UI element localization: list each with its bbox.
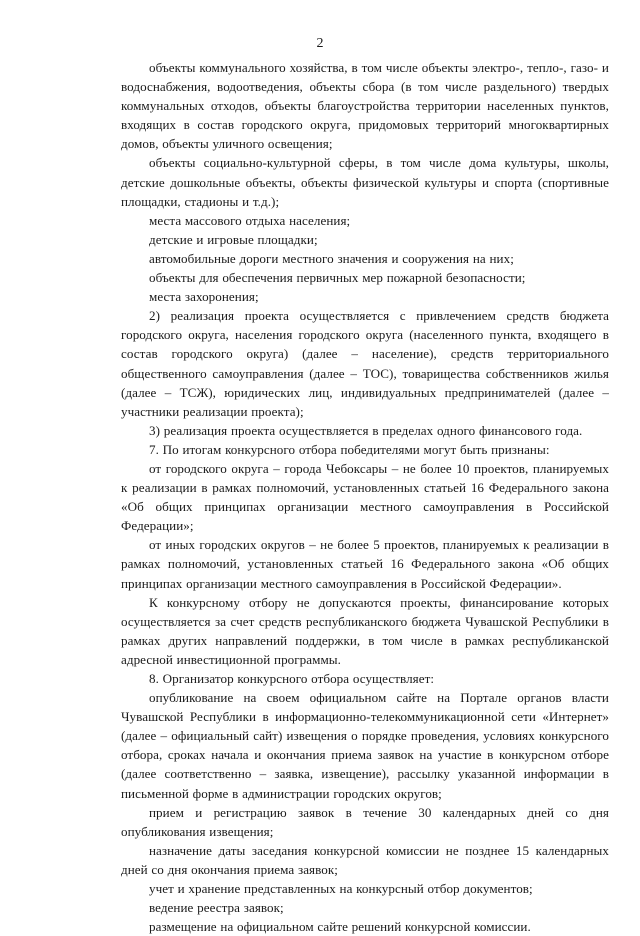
paragraph-playgrounds: детские и игровые площадки; [149,231,318,247]
paragraph-recreation-places: места массового отдыха населения; [149,212,351,228]
paragraph-burial-places: места захоронения; [149,289,259,305]
paragraph-exclusions: К конкурсному отбору не допускаются проекты, финансирование которых осуществляется за счет средств республиканского бюджета Чувашской Республики в рамках других направлений поддержки, в том числе в рамках республиканской адресной инвестиционной программы. [121,594,609,667]
paragraph-utility-objects: объекты коммунального хозяйства, в том числе объекты электро-, тепло-, газо- и водоснабжения, водоотведения, объекты сбора (в том числе раздельного) твердых коммунальных отходов, объекты благоустройства территории населенных пунктов, входящих в состав городского округа, придомовых территорий многоквартирных домов, объекты уличного освещения; [121,60,609,152]
paragraph-document-storage: учет и хранение представленных на конкурсный отбор документов; [149,881,533,897]
paragraph-cheboksary-limit: от городского округа – города Чебоксары – не более 10 проектов, планируемых к реализации в рамках полномочий, установленных статьей 16 Федерального закона «Об общих принципах организации местного самоуправления в Российской Федерации»; [121,460,609,534]
document-body [121,58,609,936]
page-number: 2 [316,36,324,51]
paragraph-publication: опубликование на своем официальном сайте на Портале органов власти Чувашской Республики в информационно-телекоммуникационной сети «Интернет» (далее – официальный сайт) извещения о порядке проведения, условиях конкурсного отбора, сроках начала и окончания приема заявок на участие в конкурсном отборе (далее соответственно – заявка, извещение), рассылку указанной информации в письменной форме в администрации городских округов; [121,690,609,801]
paragraph-decisions-posting: размещение на официальном сайте решений конкурсной комиссии. [149,919,531,935]
paragraph-meeting-date: назначение даты заседания конкурсной комиссии не позднее 15 календарных дней со дня окончания приема заявок; [121,842,609,877]
paragraph-application-intake: прием и регистрацию заявок в течение 30 календарных дней со дня опубликования извещения; [121,804,609,839]
paragraph-item-3-fiscal-year: 3) реализация проекта осуществляется в пределах одного финансового года. [149,422,583,438]
paragraph-section-7-heading: 7. По итогам конкурсного отбора победителями могут быть признаны: [149,441,550,457]
paragraph-roads: автомобильные дороги местного значения и сооружения на них; [149,250,514,266]
paragraph-fire-safety: объекты для обеспечения первичных мер пожарной безопасности; [149,270,526,286]
paragraph-other-districts-limit: от иных городских округов – не более 5 проектов, планируемых к реализации в рамках полномочий, установленных статьей 16 Федерального закона «Об общих принципах организации местного самоуправления в Российской Федерации». [121,537,609,591]
paragraph-application-registry: ведение реестра заявок; [149,900,284,916]
paragraph-section-8-heading: 8. Организатор конкурсного отбора осуществляет: [149,671,435,686]
paragraph-item-2-funding: 2) реализация проекта осуществляется с привлечением средств бюджета городского округа, населения городского округа (населенного пункта, входящего в состав городского округа) (далее – население), средств территориального общественного самоуправления (далее – ТОС), товарищества собственников жилья (далее – ТСЖ), юридических лиц, индивидуальных предпринимателей (далее – участники реализации проекта); [121,308,609,419]
paragraph-sociocultural-objects: объекты социально-культурной сферы, в том числе дома культуры, школы, детские дошкольные объекты, объекты физической культуры и спорта (спортивные площадки, стадионы и т.д.); [121,155,609,209]
